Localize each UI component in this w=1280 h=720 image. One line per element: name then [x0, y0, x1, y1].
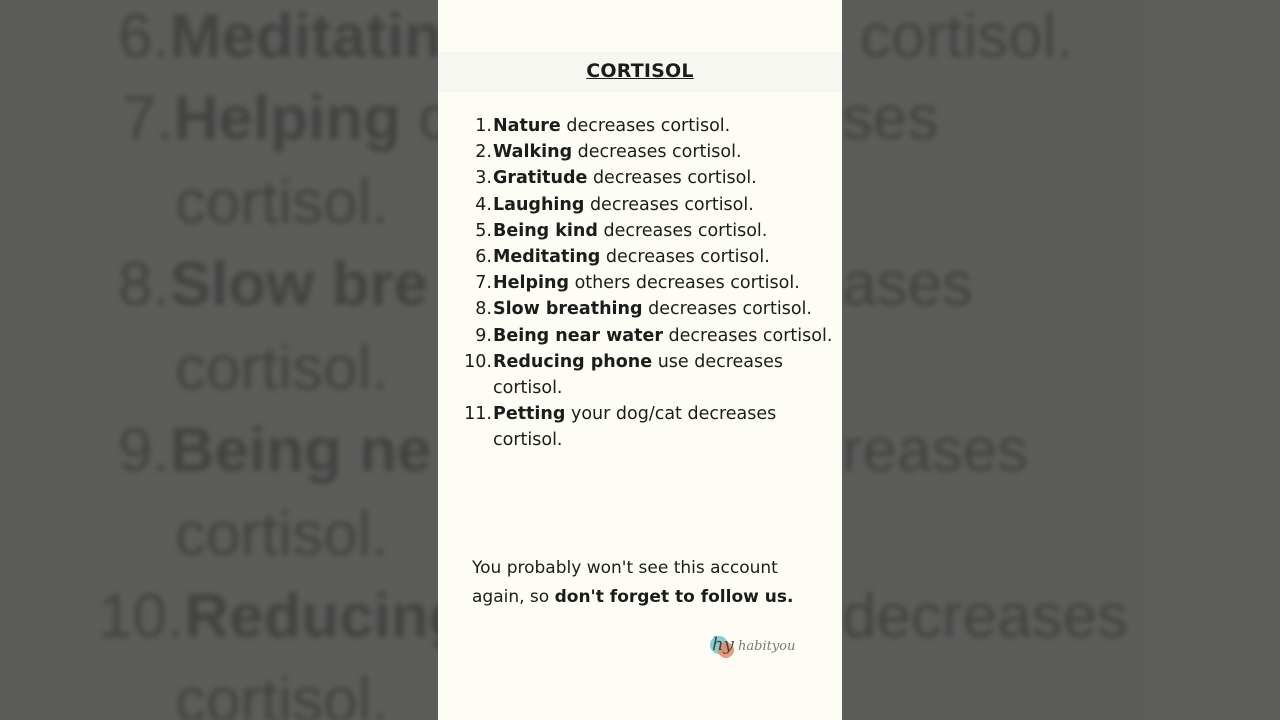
item-text: decreases cortisol.: [597, 220, 768, 241]
list-item: [475, 113, 833, 139]
item-text: decreases cortisol.: [572, 142, 742, 163]
item-text: decreases cortisol.: [584, 194, 754, 215]
list-item: [475, 139, 833, 165]
list-item: [464, 349, 833, 401]
list-item: [475, 192, 833, 218]
item-number: 11.: [464, 404, 492, 425]
logo-monogram: hy: [712, 634, 734, 655]
item-number: 8.: [475, 299, 492, 320]
item-number: 3.: [475, 168, 492, 189]
item-number: 4.: [475, 194, 492, 215]
content-card: [438, 0, 842, 720]
item-keyword: Laughing: [493, 194, 585, 215]
item-keyword: Petting: [493, 404, 566, 425]
item-text: decreases cortisol.: [560, 116, 731, 136]
item-text: use decreases cortisol.: [493, 351, 784, 399]
list-item: [475, 165, 833, 191]
list-item: [475, 218, 833, 244]
item-number: 5.: [475, 220, 492, 241]
list-item: [475, 244, 833, 270]
item-text: others decreases cortisol.: [569, 273, 800, 294]
item-keyword: Gratitude: [493, 168, 588, 189]
item-number: 2.: [475, 142, 492, 163]
item-text: your dog/cat decreases cortisol.: [493, 404, 777, 451]
follow-message-text: You probably won't see this account again, so: [472, 558, 778, 607]
tips-list: [438, 113, 833, 454]
item-text: decreases cortisol.: [600, 247, 770, 268]
item-keyword: Meditating: [493, 247, 601, 268]
item-text: decreases cortisol.: [642, 299, 812, 320]
list-item: [475, 323, 833, 349]
item-keyword: Nature: [493, 116, 561, 136]
card-title: CORTISOL: [586, 60, 694, 82]
item-number: 6.: [475, 247, 492, 268]
habityou-logo: [710, 634, 800, 666]
item-number: 7.: [475, 273, 492, 294]
item-keyword: Slow breathing: [493, 299, 643, 320]
list-item: [464, 401, 833, 453]
follow-call-to-action: don't forget to follow us.: [554, 586, 794, 607]
item-keyword: Walking: [493, 142, 573, 163]
item-text: decreases cortisol.: [662, 325, 833, 346]
item-keyword: Helping: [493, 273, 570, 294]
item-keyword: Being kind: [493, 220, 598, 241]
item-number: 9.: [475, 325, 492, 346]
item-number: 10.: [464, 351, 492, 372]
follow-message: [472, 554, 812, 611]
item-text: decreases cortisol.: [587, 168, 757, 189]
logo-wordmark: habityou: [738, 639, 796, 654]
item-keyword: Reducing phone: [493, 351, 653, 372]
list-item: [475, 296, 833, 322]
item-keyword: Being near water: [493, 325, 663, 346]
list-item: [475, 270, 833, 296]
item-number: 1.: [475, 116, 492, 136]
